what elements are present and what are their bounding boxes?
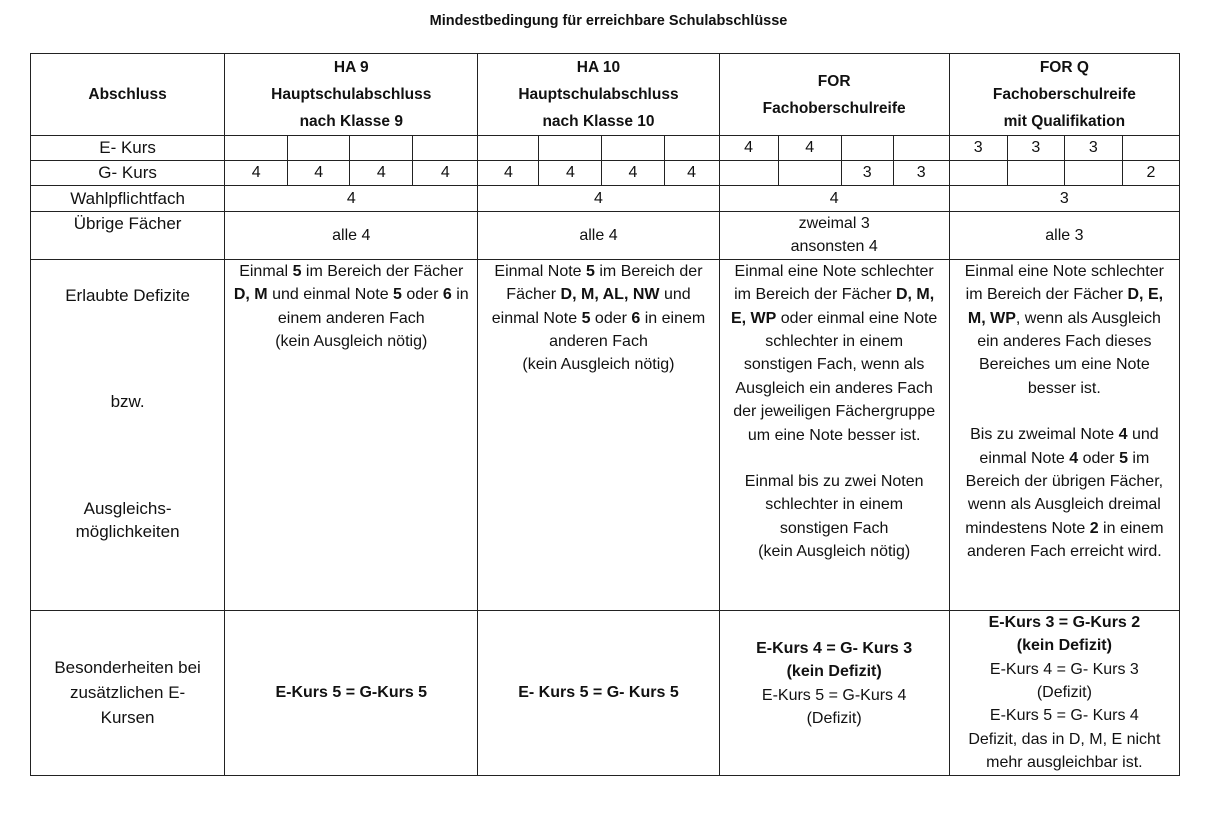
gkurs-cell: 2 bbox=[1122, 161, 1179, 186]
header-ha9-sub: nach Klasse 9 bbox=[299, 113, 403, 130]
ekurs-cell: 4 bbox=[778, 136, 841, 161]
text: im Bereich der übrigen Fächer, wenn als Ausgleich dreimal mindestens Note bbox=[965, 449, 1164, 537]
header-forq bbox=[949, 54, 1179, 136]
text: (Defizit) bbox=[806, 710, 862, 728]
uebrige-for bbox=[719, 212, 949, 260]
text: Defizit, das in D, M, E nicht mehr ausgleichbar ist. bbox=[968, 730, 1161, 772]
gkurs-cell: 3 bbox=[841, 161, 893, 186]
besonder-ha9 bbox=[225, 610, 478, 775]
text: oder bbox=[401, 286, 443, 304]
uebrige-ha10: alle 4 bbox=[478, 212, 719, 260]
text: oder bbox=[590, 309, 632, 327]
school-degree-table bbox=[30, 53, 1180, 776]
wahlpflicht-for: 4 bbox=[719, 186, 949, 212]
ekurs-cell bbox=[350, 136, 413, 161]
bold-text: 5 bbox=[292, 262, 302, 280]
text: E-Kurs 4 = G- Kurs 3 bbox=[989, 660, 1139, 678]
header-ha9-code: HA 9 bbox=[333, 59, 369, 76]
defizite-for bbox=[719, 259, 949, 610]
uebrige-label: Übrige Fächer bbox=[31, 212, 225, 260]
ekurs-cell: 3 bbox=[1064, 136, 1122, 161]
bold-text: 6 bbox=[442, 286, 452, 304]
defizite-label bbox=[31, 259, 225, 610]
header-for-name: Fachoberschulreife bbox=[762, 99, 906, 117]
text: und einmal Note bbox=[491, 286, 691, 327]
ekurs-cell bbox=[664, 136, 719, 161]
text: E-Kurs 5 = G-Kurs 4 bbox=[761, 686, 907, 704]
text: Einmal eine Note schlechter im Bereich der Fächer bbox=[964, 262, 1164, 304]
bold-text: D, M bbox=[233, 286, 268, 304]
ekurs-cell bbox=[602, 136, 664, 161]
uebrige-for-line2: ansonsten 4 bbox=[790, 238, 878, 256]
text: im Bereich der Fächer bbox=[506, 262, 703, 304]
defizite-label-c2: möglichkeiten bbox=[75, 522, 180, 542]
header-ha10-sub: nach Klasse 10 bbox=[542, 113, 655, 130]
header-forq-sub: mit Qualifikation bbox=[1003, 113, 1126, 130]
uebrige-for-line1: zweimal 3 bbox=[798, 215, 870, 232]
defizite-ha10 bbox=[478, 259, 719, 610]
gkurs-cell: 4 bbox=[664, 161, 719, 186]
ekurs-cell bbox=[893, 136, 949, 161]
text: in einem anderen Fach bbox=[277, 286, 469, 327]
wahlpflicht-ha9: 4 bbox=[225, 186, 478, 212]
text: oder einmal eine Note schlechter in einem sonstigen Fach, wenn als Ausgleich ein anderes Fach der jeweiligen Fächergruppe um eine Note besser ist. bbox=[733, 309, 938, 444]
header-forq-code: FOR Q bbox=[1039, 59, 1089, 76]
header-for bbox=[719, 54, 949, 136]
bold-text: 5 bbox=[581, 309, 591, 327]
kein-ausgleich-note: (kein Ausgleich nötig) bbox=[758, 543, 911, 561]
bold-text: 5 bbox=[1119, 449, 1128, 467]
ekurs-cell bbox=[1122, 136, 1179, 161]
text: Einmal Note bbox=[494, 262, 587, 280]
besonder-ha10 bbox=[478, 610, 719, 775]
text: und einmal Note bbox=[267, 286, 394, 304]
bold-text: 6 bbox=[631, 309, 641, 327]
gkurs-cell bbox=[719, 161, 778, 186]
bold-text: (kein Defizit) bbox=[786, 663, 882, 681]
gkurs-cell: 4 bbox=[539, 161, 602, 186]
wahlpflicht-ha10: 4 bbox=[478, 186, 719, 212]
text: E-Kurs 5 = G- Kurs 4 bbox=[989, 707, 1139, 725]
text: Bis zu zweimal Note bbox=[970, 426, 1119, 444]
ekurs-cell bbox=[841, 136, 893, 161]
page-title: Mindestbedingung für erreichbare Schulabschlüsse bbox=[429, 13, 788, 29]
bold-text: D, M, E, WP bbox=[730, 286, 935, 327]
defizite-forq bbox=[949, 259, 1179, 610]
gkurs-cell: 4 bbox=[478, 161, 539, 186]
defizite-row bbox=[31, 259, 1180, 610]
text: oder bbox=[1078, 449, 1120, 467]
header-ha10-code: HA 10 bbox=[576, 59, 621, 76]
text: in einem anderen Fach bbox=[549, 309, 706, 351]
defizite-label-c1: Ausgleichs- bbox=[83, 499, 172, 518]
kein-ausgleich-note: (kein Ausgleich nötig) bbox=[522, 356, 675, 374]
header-ha9-name: Hauptschulabschluss bbox=[271, 86, 432, 103]
bold-text: E- Kurs 5 = G- Kurs 5 bbox=[518, 684, 679, 702]
uebrige-ha9: alle 4 bbox=[225, 212, 478, 260]
gkurs-cell: 4 bbox=[602, 161, 664, 186]
ekurs-cell: 3 bbox=[1007, 136, 1064, 161]
text: und einmal Note bbox=[979, 426, 1159, 467]
besonder-for bbox=[719, 610, 949, 775]
bold-text: 5 bbox=[393, 286, 402, 304]
gkurs-cell: 4 bbox=[225, 161, 288, 186]
ekurs-cell bbox=[478, 136, 539, 161]
text: Einmal bis zu zwei Noten schlechter in einem sonstigen Fach bbox=[744, 473, 924, 537]
ekurs-cell: 4 bbox=[719, 136, 778, 161]
bold-text: D, E, M, WP bbox=[967, 286, 1164, 327]
gkurs-label: G- Kurs bbox=[31, 161, 225, 186]
gkurs-cell bbox=[778, 161, 841, 186]
header-ha9 bbox=[225, 54, 478, 136]
wahlpflicht-label: Wahlpflichtfach bbox=[31, 186, 225, 212]
header-ha10 bbox=[478, 54, 719, 136]
uebrige-row bbox=[31, 212, 1180, 260]
header-abschluss: Abschluss bbox=[31, 54, 225, 136]
bold-text: 4 bbox=[1069, 449, 1079, 467]
ekurs-cell bbox=[225, 136, 288, 161]
ekurs-cell: 3 bbox=[949, 136, 1007, 161]
bold-text: E-Kurs 5 = G-Kurs 5 bbox=[275, 684, 428, 702]
wahlpflicht-forq: 3 bbox=[949, 186, 1179, 212]
besonder-label-line: zusätzlichen E- bbox=[69, 683, 186, 703]
besonder-label-line: Besonderheiten bei bbox=[54, 658, 201, 678]
gkurs-cell: 3 bbox=[893, 161, 949, 186]
text: Einmal bbox=[239, 262, 293, 280]
bold-text: 2 bbox=[1089, 519, 1099, 537]
bold-text: D, M, AL, NW bbox=[560, 286, 660, 304]
bold-text: E-Kurs 3 = G-Kurs 2 bbox=[988, 613, 1141, 631]
besonder-forq bbox=[949, 610, 1179, 775]
gkurs-cell bbox=[1007, 161, 1064, 186]
defizite-label-b: bzw. bbox=[110, 392, 145, 412]
header-forq-name: Fachoberschulreife bbox=[992, 86, 1136, 103]
ekurs-cell bbox=[288, 136, 350, 161]
bold-text: (kein Defizit) bbox=[1016, 637, 1112, 655]
wahlpflicht-row bbox=[31, 186, 1180, 212]
defizite-label-a: Erlaubte Defizite bbox=[65, 285, 190, 305]
ekurs-row bbox=[31, 136, 1180, 161]
gkurs-cell: 4 bbox=[350, 161, 413, 186]
uebrige-forq: alle 3 bbox=[949, 212, 1179, 260]
ekurs-cell bbox=[413, 136, 478, 161]
header-for-code: FOR bbox=[817, 72, 851, 90]
besonder-label-line: Kursen bbox=[100, 708, 155, 728]
gkurs-cell bbox=[949, 161, 1007, 186]
gkurs-cell: 4 bbox=[288, 161, 350, 186]
text: Einmal eine Note schlechter im Bereich der Fächer bbox=[734, 262, 934, 304]
text: im Bereich der Fächer bbox=[301, 262, 464, 280]
text: (Defizit) bbox=[1036, 684, 1092, 702]
kein-ausgleich-note: (kein Ausgleich nötig) bbox=[275, 333, 428, 351]
besonder-label bbox=[31, 610, 225, 775]
gkurs-cell: 4 bbox=[413, 161, 478, 186]
bold-text: 4 bbox=[1118, 426, 1128, 444]
ekurs-cell bbox=[539, 136, 602, 161]
text: in einem anderen Fach erreicht wird. bbox=[966, 519, 1164, 561]
gkurs-row bbox=[31, 161, 1180, 186]
header-ha10-name: Hauptschulabschluss bbox=[518, 86, 679, 103]
bold-text: E-Kurs 4 = G- Kurs 3 bbox=[756, 639, 913, 657]
bold-text: 5 bbox=[586, 262, 595, 280]
gkurs-cell bbox=[1064, 161, 1122, 186]
besonder-row bbox=[31, 610, 1180, 775]
defizite-ha9 bbox=[225, 259, 478, 610]
header-row bbox=[31, 54, 1180, 136]
ekurs-label: E- Kurs bbox=[31, 136, 225, 161]
text: , wenn als Ausgleich ein anderes Fach dieses Bereiches um eine Note besser ist. bbox=[977, 309, 1161, 397]
